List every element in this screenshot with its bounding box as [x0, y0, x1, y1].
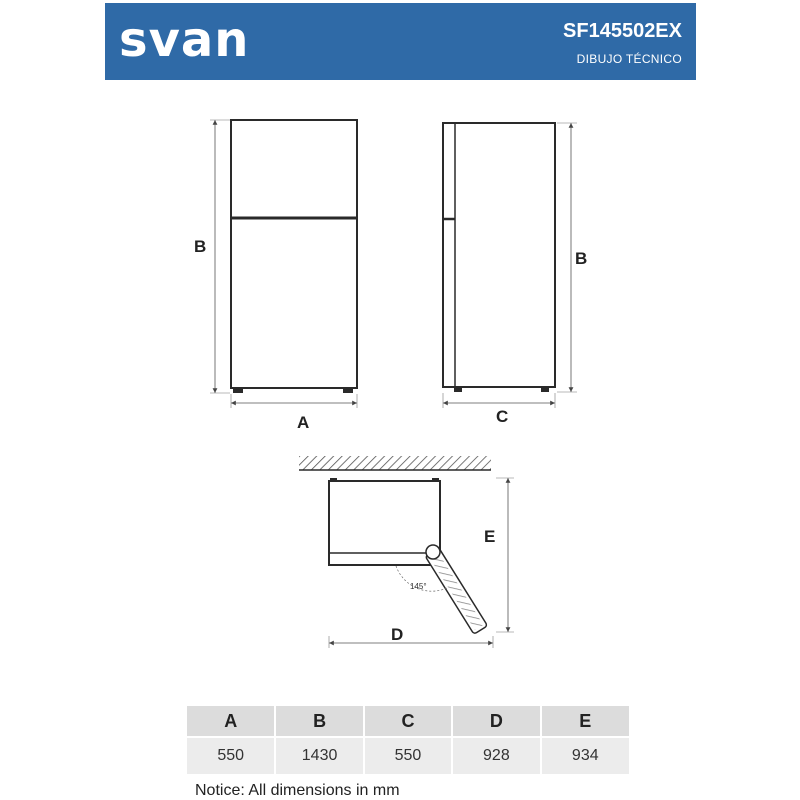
top-width-label: D — [391, 625, 404, 644]
table-value-cell: 934 — [541, 737, 629, 774]
side-fridge-body — [443, 123, 555, 387]
door-angle-label: 145° — [410, 582, 427, 591]
table-header-cell: E — [541, 706, 629, 737]
table-value-cell: 1430 — [275, 737, 363, 774]
brand-logo: svan — [119, 12, 250, 68]
side-depth-label: C — [496, 407, 509, 426]
model-number: SF145502EX — [563, 20, 682, 42]
top-depth-label: E — [484, 527, 496, 546]
top-view — [299, 456, 514, 648]
table-header-cell: B — [275, 706, 363, 737]
table-value-cell: 550 — [364, 737, 452, 774]
dimensions-table — [187, 706, 629, 774]
wall-hatching — [299, 456, 491, 470]
door-hinge — [426, 545, 440, 559]
table-header-cell: A — [187, 706, 275, 737]
table-row — [187, 737, 629, 774]
side-foot-right — [541, 387, 549, 392]
front-foot-left — [233, 388, 243, 393]
front-view — [194, 120, 357, 432]
side-view — [443, 123, 587, 426]
top-back-spacer-right — [432, 478, 439, 482]
front-fridge-body — [231, 120, 357, 388]
document-type: DIBUJO TÉCNICO — [576, 52, 682, 66]
units-notice: Notice: All dimensions in mm — [195, 782, 400, 799]
table-header-row — [187, 706, 629, 737]
front-foot-right — [343, 388, 353, 393]
table-header-cell: C — [364, 706, 452, 737]
table-value-cell: 550 — [187, 737, 275, 774]
side-height-label: B — [575, 249, 588, 268]
front-width-label: A — [297, 413, 310, 432]
top-back-spacer-left — [330, 478, 337, 482]
table-value-cell: 928 — [452, 737, 540, 774]
table-header-cell: D — [452, 706, 540, 737]
front-height-label: B — [194, 237, 207, 256]
side-foot-left — [454, 387, 462, 392]
